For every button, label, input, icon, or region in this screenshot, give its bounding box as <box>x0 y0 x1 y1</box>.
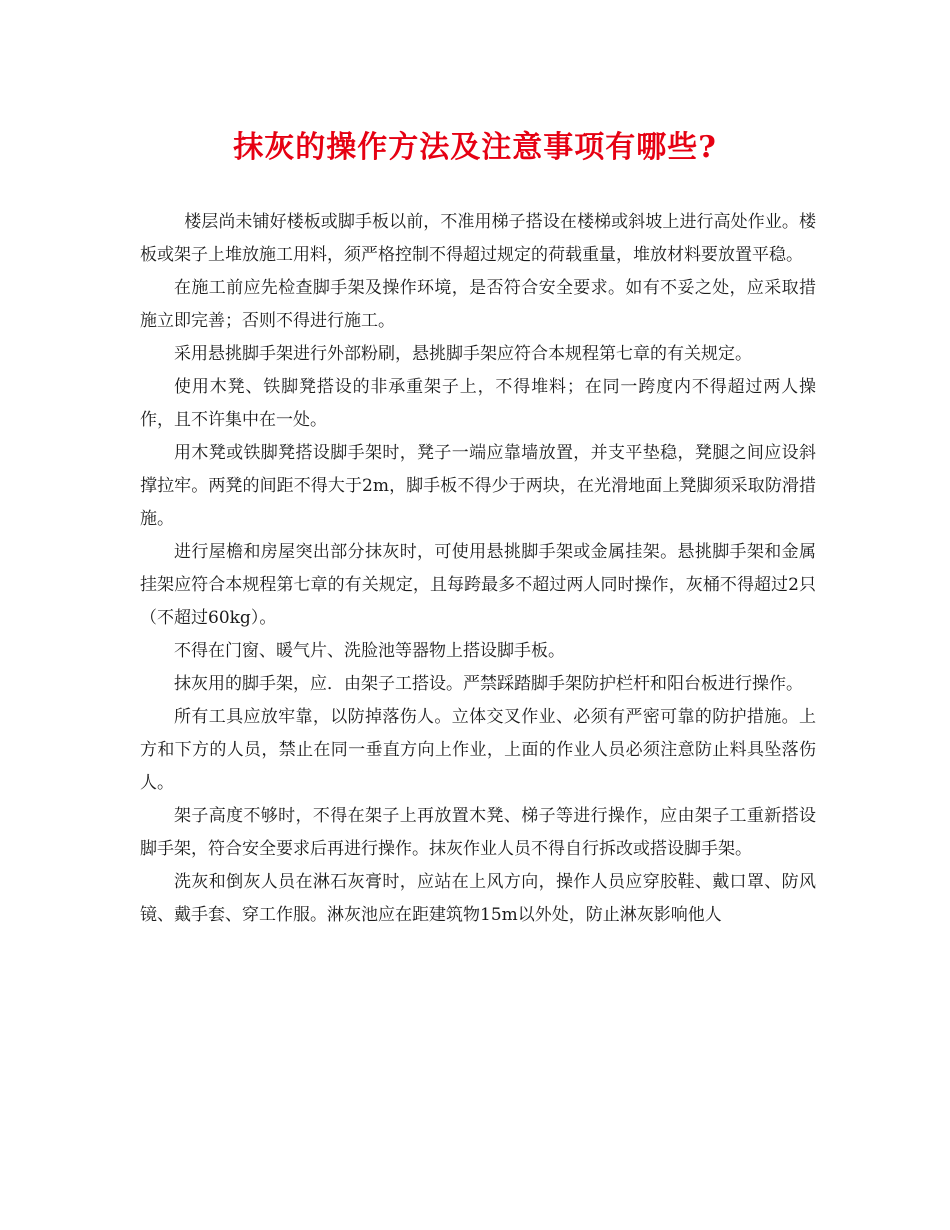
paragraph-7: 不得在门窗、暖气片、洗脸池等器物上搭设脚手板。 <box>174 641 565 661</box>
paragraph-10: 架子高度不够时，不得在架子上再放置木凳、梯子等进行操作，应由架子工重新搭设脚手架，符合安全要求后再进行操作。抹灰作业人员不得自行拆改或搭设脚手架。 <box>140 806 816 859</box>
paragraph-8: 抹灰用的脚手架，应．由架子工搭设。严禁踩踏脚手架防护栏杆和阳台板进行操作。 <box>174 674 803 694</box>
paragraph-5: 用木凳或铁脚凳搭设脚手架时，凳子一端应靠墙放置，并支平垫稳，凳腿之间应设斜撑拉牢。两凳的间距不得大于2m，脚手板不得少于两块，在光滑地面上凳脚须采取防滑措施。 <box>140 443 816 529</box>
paragraph-11: 洗灰和倒灰人员在淋石灰膏时，应站在上风方向，操作人员应穿胶鞋、戴口罩、防风镜、戴手套、穿工作服。淋灰池应在距建筑物15m以外处，防止淋灰影响他人 <box>140 872 816 925</box>
paragraph-3: 采用悬挑脚手架进行外部粉刷，悬挑脚手架应符合本规程第七章的有关规定。 <box>174 344 752 364</box>
paragraph-6: 进行屋檐和房屋突出部分抹灰时，可使用悬挑脚手架或金属挂架。悬挑脚手架和金属挂架应符合本规程第七章的有关规定，且每跨最多不超过两人同时操作，灰桶不得超过2只（不超过60kg）。 <box>140 542 816 628</box>
paragraph-1: 楼层尚未铺好楼板或脚手板以前，不准用梯子搭设在楼梯或斜坡上进行高处作业。楼板或架子上堆放施工用料，须严格控制不得超过规定的荷载重量，堆放材料要放置平稳。 <box>140 212 816 265</box>
document-body <box>140 206 816 932</box>
paragraph-9: 所有工具应放牢靠，以防掉落伤人。立体交叉作业、必须有严密可靠的防护措施。上方和下方的人员，禁止在同一垂直方向上作业，上面的作业人员必须注意防止料具坠落伤人。 <box>140 707 816 793</box>
paragraph-2: 在施工前应先检查脚手架及操作环境，是否符合安全要求。如有不妥之处，应采取措施立即完善；否则不得进行施工。 <box>140 278 816 331</box>
paragraph-4: 使用木凳、铁脚凳搭设的非承重架子上，不得堆料；在同一跨度内不得超过两人操作，且不许集中在一处。 <box>140 377 816 430</box>
document-title: 抹灰的操作方法及注意事项有哪些? <box>233 130 717 165</box>
